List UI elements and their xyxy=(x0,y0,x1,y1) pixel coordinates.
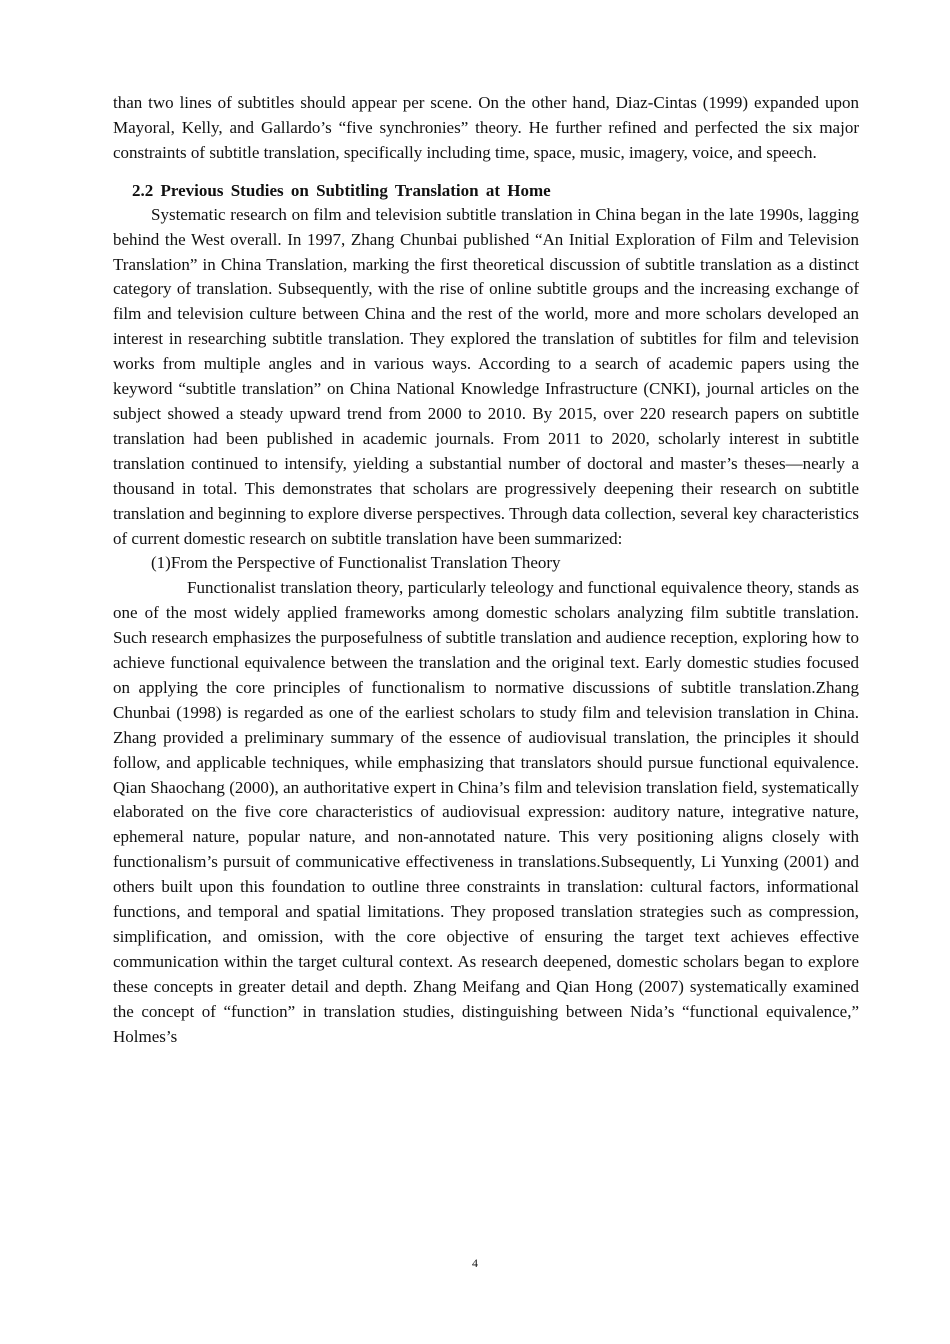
paragraph-section-intro: Systematic research on film and television subtitle translation in China began in the late 1990s, lagging behind the West overall. In 1997, Zhang Chunbai published “An Initial Exploration of Film and Television Translation” in China Translation, marking the first theoretical discussion of subtitle translation as a distinct category of translation. Subsequently, with the rise of online subtitle groups and the increasing exchange of film and television culture between China and the rest of the world, more and more scholars developed an interest in researching subtitle translation. They explored the translation of subtitles for film and television works from multiple angles and in various ways. According to a search of academic papers using the keyword “subtitle translation” on China National Knowledge Infrastructure (CNKI), journal articles on the subject showed a steady upward trend from 2000 to 2010. By 2015, over 220 research papers on subtitle translation had been published in academic journals. From 2011 to 2020, scholarly interest in subtitle translation continued to intensify, yielding a substantial number of doctoral and master’s theses—nearly a thousand in total. This demonstrates that scholars are progressively deepening their research on subtitle translation and beginning to explore diverse perspectives. Through data collection, several key characteristics of current domestic research on subtitle translation have been summarized: xyxy=(113,204,859,548)
paragraph-functionalist: Functionalist translation theory, particularly teleology and functional equivalence theory, stands as one of the most widely applied frameworks among domestic scholars analyzing film subtitle translation. Such research emphasizes the purposefulness of subtitle translation and audience reception, exploring how to achieve functional equivalence between the translation and the original text. Early domestic studies focused on applying the core principles of functionalism to normative discussions of subtitle translation.Zhang Chunbai (1998) is regarded as one of the earliest scholars to study film and television translation in China. Zhang provided a preliminary summary of the essence of audiovisual translation, the principles it should follow, and applicable techniques, while emphasizing that translators should pursue functional equivalence. Qian Shaochang (2000), an authoritative expert in China’s film and television translation field, systematically elaborated on the five core characteristics of audiovisual expression: auditory nature, integrative nature, ephemeral nature, popular nature, and non-annotated nature. This very positioning aligns closely with functionalism’s pursuit of communicative effectiveness in translations.Subsequently, Li Yunxing (2001) and others built upon this foundation to outline three constraints in translation: cultural factors, informational functions, and temporal and spatial limitations. They proposed translation strategies such as compression, simplification, and omission, with the core objective of ensuring the target text achieves effective communication within the target cultural context. As research deepened, domestic scholars began to explore these concepts in greater detail and depth. Zhang Meifang and Qian Hong (2007) systematically examined the concept of “function” in translation studies, distinguishing between Nida’s “functional equivalence,” Holmes’s xyxy=(113,578,859,1046)
page-body xyxy=(113,91,859,1050)
subsection-heading: (1)From the Perspective of Functionalist Translation Theory xyxy=(151,553,561,573)
page-number: 4 xyxy=(472,1256,478,1270)
section-heading: 2.2 Previous Studies on Subtitling Translation at Home xyxy=(132,180,551,200)
paragraph-continued: than two lines of subtitles should appear per scene. On the other hand, Diaz-Cintas (1999) expanded upon Mayoral, Kelly, and Gallardo’s “five synchronies” theory. He further refined and perfected the six major constraints of subtitle translation, specifically including time, space, music, imagery, voice, and speech. xyxy=(113,93,859,162)
